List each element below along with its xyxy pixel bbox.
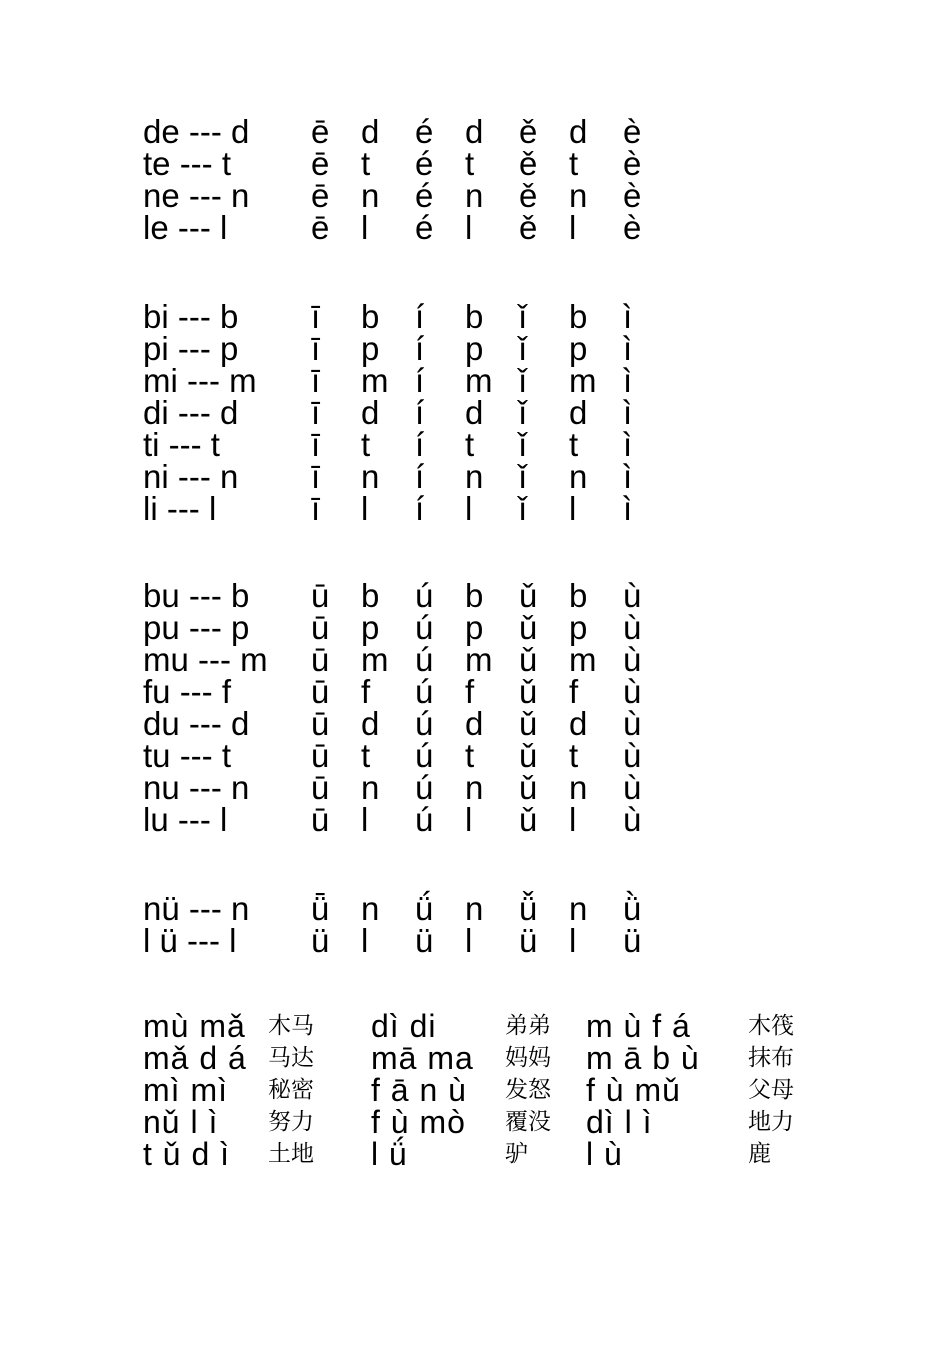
tone-cell: ì xyxy=(623,490,633,527)
tone-cell: ǔ xyxy=(519,705,538,742)
tone-cell: t xyxy=(465,145,475,182)
word-pinyin: mā ma xyxy=(371,1040,474,1076)
tone-cell: ū xyxy=(311,609,330,646)
syllable-label: mu --- m xyxy=(143,641,268,678)
tone-cell: ú xyxy=(415,609,434,646)
word-pinyin: l ǘ xyxy=(371,1136,408,1172)
syllable-label: du --- d xyxy=(143,705,250,742)
tone-cell: n xyxy=(361,890,380,927)
tone-cell: ū xyxy=(311,737,330,774)
syllable-label: ti --- t xyxy=(143,426,220,463)
tone-cell: ú xyxy=(415,769,434,806)
tone-cell: n xyxy=(361,177,380,214)
word-pinyin: m ā b ù xyxy=(586,1040,700,1076)
tone-cell: ì xyxy=(623,298,633,335)
syllable-label: mi --- m xyxy=(143,362,257,399)
tone-cell: ù xyxy=(623,673,642,710)
tone-cell: ú xyxy=(415,737,434,774)
tone-cell: ū xyxy=(311,577,330,614)
tone-cell: ǐ xyxy=(519,330,527,367)
tone-cell: n xyxy=(465,890,484,927)
syllable-label: le --- l xyxy=(143,209,228,246)
word-pinyin: m ù f á xyxy=(586,1008,691,1044)
tone-cell: d xyxy=(361,113,380,150)
syllable-label: tu --- t xyxy=(143,737,231,774)
tone-cell: ù xyxy=(623,737,642,774)
tone-cell: ù xyxy=(623,769,642,806)
word-hanzi: 土地 xyxy=(268,1141,314,1167)
tone-cell: p xyxy=(569,330,588,367)
tone-cell: n xyxy=(569,890,588,927)
tone-cell: ǐ xyxy=(519,490,527,527)
tone-cell: ǖ xyxy=(311,890,330,927)
tone-cell: n xyxy=(361,458,380,495)
tone-cell: d xyxy=(569,113,588,150)
word-pinyin: dì l ì xyxy=(586,1104,653,1140)
tone-cell: ú xyxy=(415,641,434,678)
tone-cell: ē xyxy=(311,177,330,214)
word-hanzi: 木筏 xyxy=(748,1013,794,1039)
tone-cell: ǘ xyxy=(415,890,434,927)
tone-cell: ǐ xyxy=(519,426,527,463)
tone-cell: ǐ xyxy=(519,394,527,431)
tone-cell: b xyxy=(465,577,484,614)
tone-cell: m xyxy=(361,362,389,399)
tone-cell: d xyxy=(361,394,380,431)
syllable-label: bu --- b xyxy=(143,577,250,614)
tone-cell: d xyxy=(569,394,588,431)
tone-cell: ù xyxy=(623,801,642,838)
tone-cell: é xyxy=(415,209,434,246)
tone-cell: ǔ xyxy=(519,577,538,614)
tone-cell: ě xyxy=(519,209,538,246)
syllable-label: pu --- p xyxy=(143,609,250,646)
tone-cell: l xyxy=(465,209,473,246)
tone-cell: d xyxy=(465,705,484,742)
tone-cell: t xyxy=(569,145,579,182)
tone-cell: l xyxy=(569,209,577,246)
tone-cell: n xyxy=(569,458,588,495)
tone-cell: d xyxy=(569,705,588,742)
word-hanzi: 抹布 xyxy=(748,1045,794,1071)
tone-cell: ē xyxy=(311,113,330,150)
tone-cell: ī xyxy=(311,426,321,463)
tone-cell: í xyxy=(415,490,425,527)
tone-cell: d xyxy=(465,113,484,150)
syllable-label: bi --- b xyxy=(143,298,239,335)
tone-cell: ì xyxy=(623,458,633,495)
tone-cell: ì xyxy=(623,394,633,431)
tone-cell: í xyxy=(415,394,425,431)
tone-cell: é xyxy=(415,113,434,150)
tone-cell: é xyxy=(415,145,434,182)
tone-cell: ī xyxy=(311,458,321,495)
word-pinyin: t ǔ d ì xyxy=(143,1136,231,1172)
tone-cell: l xyxy=(361,801,369,838)
tone-cell: ù xyxy=(623,577,642,614)
tone-cell: n xyxy=(465,769,484,806)
word-hanzi: 妈妈 xyxy=(505,1045,551,1071)
tone-cell: m xyxy=(361,641,389,678)
tone-cell: d xyxy=(361,705,380,742)
syllable-label: di --- d xyxy=(143,394,239,431)
tone-cell: p xyxy=(465,609,484,646)
tone-cell: ü xyxy=(415,922,434,959)
syllable-label: pi --- p xyxy=(143,330,239,367)
tone-cell: ī xyxy=(311,394,321,431)
word-hanzi: 地力 xyxy=(748,1109,794,1135)
tone-cell: t xyxy=(465,737,475,774)
tone-cell: ī xyxy=(311,362,321,399)
tone-cell: l xyxy=(569,922,577,959)
tone-cell: f xyxy=(465,673,475,710)
tone-cell: ù xyxy=(623,609,642,646)
syllable-label: li --- l xyxy=(143,490,217,527)
word-pinyin: mì mì xyxy=(143,1072,228,1108)
word-pinyin: dì di xyxy=(371,1008,437,1044)
tone-cell: l xyxy=(465,922,473,959)
tone-cell: ì xyxy=(623,330,633,367)
tone-cell: í xyxy=(415,330,425,367)
tone-cell: ē xyxy=(311,145,330,182)
tone-cell: ú xyxy=(415,577,434,614)
tone-cell: ù xyxy=(623,641,642,678)
tone-cell: ǔ xyxy=(519,801,538,838)
tone-cell: é xyxy=(415,177,434,214)
word-hanzi: 秘密 xyxy=(268,1077,314,1103)
tone-cell: f xyxy=(569,673,579,710)
word-hanzi: 弟弟 xyxy=(505,1013,551,1039)
tone-cell: l xyxy=(465,801,473,838)
tone-cell: ū xyxy=(311,801,330,838)
tone-cell: l xyxy=(361,490,369,527)
tone-cell: l xyxy=(465,490,473,527)
tone-cell: l xyxy=(569,801,577,838)
tone-cell: b xyxy=(569,298,588,335)
tone-cell: è xyxy=(623,113,642,150)
tone-cell: ú xyxy=(415,673,434,710)
word-hanzi: 驴 xyxy=(505,1141,528,1167)
tone-cell: è xyxy=(623,145,642,182)
tone-cell: ü xyxy=(311,922,330,959)
tone-cell: ü xyxy=(519,922,538,959)
tone-cell: ě xyxy=(519,177,538,214)
word-hanzi: 木马 xyxy=(268,1013,314,1039)
tone-cell: í xyxy=(415,362,425,399)
tone-cell: d xyxy=(465,394,484,431)
tone-cell: ē xyxy=(311,209,330,246)
tone-cell: ú xyxy=(415,705,434,742)
tone-cell: ě xyxy=(519,145,538,182)
tone-cell: p xyxy=(569,609,588,646)
tone-cell: í xyxy=(415,458,425,495)
tone-cell: ǔ xyxy=(519,769,538,806)
tone-cell: ī xyxy=(311,298,321,335)
tone-cell: ě xyxy=(519,113,538,150)
tone-cell: n xyxy=(465,177,484,214)
tone-cell: b xyxy=(361,577,380,614)
tone-cell: n xyxy=(569,769,588,806)
tone-cell: ǐ xyxy=(519,362,527,399)
tone-cell: m xyxy=(569,641,597,678)
tone-cell: n xyxy=(569,177,588,214)
word-pinyin: nǔ l ì xyxy=(143,1104,219,1140)
tone-cell: í xyxy=(415,426,425,463)
syllable-label: fu --- f xyxy=(143,673,231,710)
tone-cell: ū xyxy=(311,705,330,742)
word-pinyin: mǎ d á xyxy=(143,1040,247,1076)
tone-cell: è xyxy=(623,209,642,246)
tone-cell: f xyxy=(361,673,371,710)
tone-cell: t xyxy=(465,426,475,463)
tone-cell: l xyxy=(569,490,577,527)
syllable-label: nu --- n xyxy=(143,769,250,806)
syllable-label: ni --- n xyxy=(143,458,239,495)
tone-cell: í xyxy=(415,298,425,335)
tone-cell: ū xyxy=(311,673,330,710)
tone-cell: ū xyxy=(311,769,330,806)
tone-cell: ǔ xyxy=(519,673,538,710)
syllable-label: lu --- l xyxy=(143,801,228,838)
tone-cell: ǔ xyxy=(519,641,538,678)
syllable-label: de --- d xyxy=(143,113,250,150)
tone-cell: p xyxy=(361,330,380,367)
tone-cell: ù xyxy=(623,705,642,742)
tone-cell: m xyxy=(569,362,597,399)
word-pinyin: l ù xyxy=(586,1136,623,1172)
tone-cell: p xyxy=(465,330,484,367)
tone-cell: ǚ xyxy=(519,890,538,927)
tone-cell: ü xyxy=(623,922,642,959)
tone-cell: l xyxy=(361,209,369,246)
tone-cell: m xyxy=(465,641,493,678)
syllable-label: nü --- n xyxy=(143,890,250,927)
tone-cell: ǜ xyxy=(623,890,642,927)
word-hanzi: 发怒 xyxy=(505,1077,551,1103)
tone-cell: b xyxy=(569,577,588,614)
tone-cell: ǐ xyxy=(519,458,527,495)
word-pinyin: f ā n ù xyxy=(371,1072,467,1108)
tone-cell: ú xyxy=(415,801,434,838)
tone-cell: p xyxy=(361,609,380,646)
tone-cell: ǔ xyxy=(519,737,538,774)
tone-cell: ì xyxy=(623,362,633,399)
tone-cell: t xyxy=(569,426,579,463)
tone-cell: t xyxy=(361,737,371,774)
word-hanzi: 父母 xyxy=(748,1077,794,1103)
tone-cell: è xyxy=(623,177,642,214)
tone-cell: ū xyxy=(311,641,330,678)
tone-cell: l xyxy=(361,922,369,959)
word-hanzi: 鹿 xyxy=(748,1141,771,1167)
tone-cell: ǔ xyxy=(519,609,538,646)
tone-cell: t xyxy=(569,737,579,774)
word-hanzi: 覆没 xyxy=(505,1109,551,1135)
word-pinyin: f ù mò xyxy=(371,1104,466,1140)
tone-cell: n xyxy=(361,769,380,806)
tone-cell: m xyxy=(465,362,493,399)
tone-cell: ī xyxy=(311,330,321,367)
tone-cell: ì xyxy=(623,426,633,463)
word-pinyin: mù mǎ xyxy=(143,1008,246,1044)
word-hanzi: 马达 xyxy=(268,1045,314,1071)
tone-cell: b xyxy=(465,298,484,335)
tone-cell: ǐ xyxy=(519,298,527,335)
tone-cell: ī xyxy=(311,490,321,527)
word-pinyin: f ù mǔ xyxy=(586,1072,681,1108)
tone-cell: t xyxy=(361,145,371,182)
tone-cell: t xyxy=(361,426,371,463)
syllable-label: ne --- n xyxy=(143,177,250,214)
tone-cell: b xyxy=(361,298,380,335)
tone-cell: n xyxy=(465,458,484,495)
word-hanzi: 努力 xyxy=(268,1109,314,1135)
syllable-label: l ü --- l xyxy=(143,922,237,959)
syllable-label: te --- t xyxy=(143,145,231,182)
